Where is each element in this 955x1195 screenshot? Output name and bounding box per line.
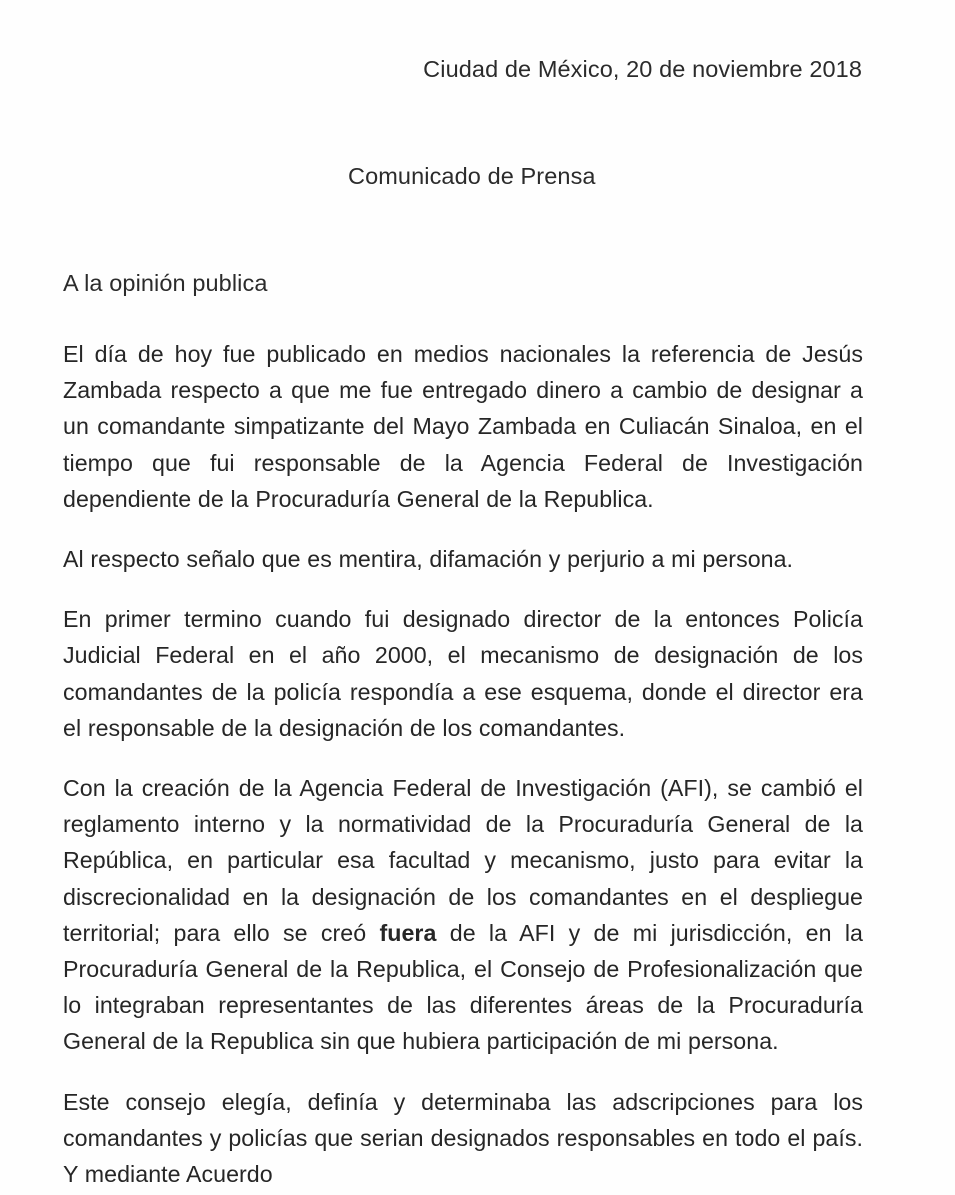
paragraph-4-text-before-emphasis: Con la creación de la Agencia Federal de Investigación (AFI), se cambió el reglamento interno y la normatividad de la Procuraduría General de la República, en particular esa facultad y mecanismo, justo para evitar la discrecionalidad en la designación de los comandantes en el despliegue territorial; para ello se creó xyxy=(63,775,863,946)
document-body xyxy=(63,336,863,1192)
paragraph-4-text-after-emphasis: de la AFI y de mi jurisdicción, en la Procuraduría General de la Republica, el Consejo de Profesionalización que lo integraban representantes de las diferentes áreas de la Procuraduría General de la Republica sin que hubiera participación de mi persona. xyxy=(63,919,863,1055)
body-paragraph-2: Al respecto señalo que es mentira, difamación y perjurio a mi persona. xyxy=(63,546,794,573)
document-heading: Comunicado de Prensa xyxy=(348,163,596,189)
body-paragraph-4 xyxy=(63,770,863,1060)
document-salutation: A la opinión publica xyxy=(63,270,268,296)
body-paragraph-3: En primer termino cuando fui designado director de la entonces Policía Judicial Federal en el año 2000, el mecanismo de designación de los comandantes de la policía respondía a ese esquema, donde el director era el responsable de la designación de los comandantes. xyxy=(63,606,863,741)
paragraph-4-emphasis: fuera xyxy=(379,919,437,946)
body-paragraph-5: Este consejo elegía, definía y determinaba las adscripciones para los comandantes y policías que serian designados responsables en todo el país. Y mediante Acuerdo xyxy=(63,1088,863,1188)
body-paragraph-1: El día de hoy fue publicado en medios nacionales la referencia de Jesús Zambada respecto a que me fue entregado dinero a cambio de designar a un comandante simpatizante del Mayo Zambada en Culiacán Sinaloa, en el tiempo que fui responsable de la Agencia Federal de Investigación dependiente de la Procuraduría General de la Republica. xyxy=(63,341,863,512)
document-date-line: Ciudad de México, 20 de noviembre 2018 xyxy=(423,56,862,82)
